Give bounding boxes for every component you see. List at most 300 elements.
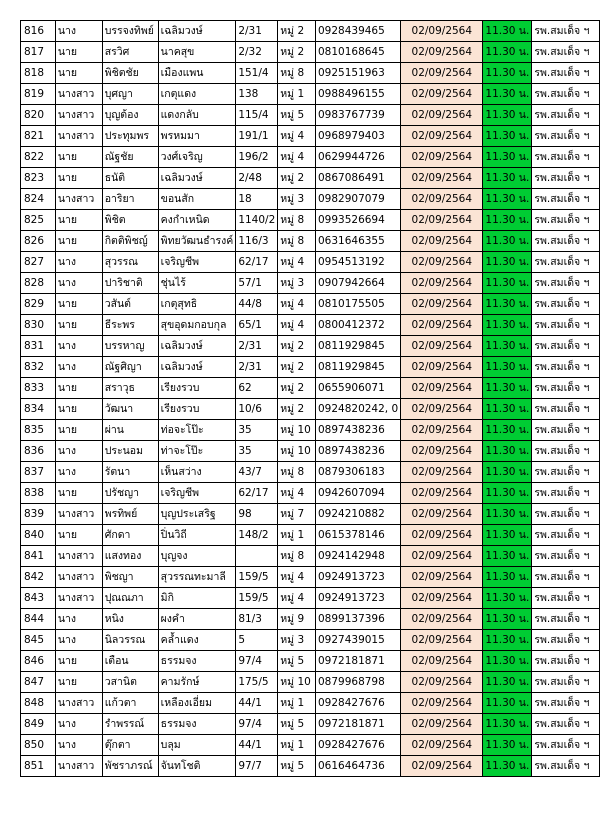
title-cell: นางสาว — [55, 693, 102, 714]
last-name-cell: ขอนสัก — [158, 189, 236, 210]
house-number-cell: 191/1 — [236, 126, 278, 147]
house-number-cell: 44/1 — [236, 735, 278, 756]
village-cell: หมู่ 3 — [278, 630, 316, 651]
row-number: 831 — [21, 336, 56, 357]
hospital-cell: รพ.สมเด็จ ฯ — [532, 315, 600, 336]
hospital-cell: รพ.สมเด็จ ฯ — [532, 147, 600, 168]
village-cell: หมู่ 2 — [278, 21, 316, 42]
first-name-cell: สรวิศ — [102, 42, 158, 63]
hospital-cell: รพ.สมเด็จ ฯ — [532, 84, 600, 105]
last-name-cell: พรหมมา — [158, 126, 236, 147]
time-cell: 11.30 น. — [483, 84, 532, 105]
village-cell: หมู่ 3 — [278, 189, 316, 210]
date-cell: 02/09/2564 — [401, 735, 483, 756]
village-cell: หมู่ 7 — [278, 504, 316, 525]
village-cell: หมู่ 4 — [278, 588, 316, 609]
row-number: 842 — [21, 567, 56, 588]
first-name-cell: รัตนา — [102, 462, 158, 483]
table-row — [21, 21, 600, 42]
title-cell: นาย — [55, 168, 102, 189]
title-cell: นางสาว — [55, 126, 102, 147]
village-cell: หมู่ 4 — [278, 126, 316, 147]
house-number-cell — [236, 546, 278, 567]
time-cell: 11.30 น. — [483, 315, 532, 336]
house-number-cell: 196/2 — [236, 147, 278, 168]
table-row — [21, 168, 600, 189]
date-cell: 02/09/2564 — [401, 315, 483, 336]
row-number: 820 — [21, 105, 56, 126]
date-cell: 02/09/2564 — [401, 42, 483, 63]
title-cell: นาย — [55, 63, 102, 84]
house-number-cell: 62 — [236, 378, 278, 399]
village-cell: หมู่ 5 — [278, 756, 316, 777]
row-number: 829 — [21, 294, 56, 315]
hospital-cell: รพ.สมเด็จ ฯ — [532, 294, 600, 315]
table-row — [21, 525, 600, 546]
table-row — [21, 210, 600, 231]
title-cell: นาย — [55, 210, 102, 231]
table-row — [21, 189, 600, 210]
time-cell: 11.30 น. — [483, 651, 532, 672]
title-cell: นางสาว — [55, 588, 102, 609]
first-name-cell: ตุ๊กตา — [102, 735, 158, 756]
row-number: 845 — [21, 630, 56, 651]
house-number-cell: 97/4 — [236, 714, 278, 735]
phone-cell: 0928427676 — [315, 693, 400, 714]
time-cell: 11.30 น. — [483, 63, 532, 84]
first-name-cell: วสันต์ — [102, 294, 158, 315]
first-name-cell: สุวรรณ — [102, 252, 158, 273]
house-number-cell: 115/4 — [236, 105, 278, 126]
village-cell: หมู่ 4 — [278, 315, 316, 336]
time-cell: 11.30 น. — [483, 378, 532, 399]
house-number-cell: 62/17 — [236, 252, 278, 273]
house-number-cell: 44/1 — [236, 693, 278, 714]
first-name-cell: ผ่าน — [102, 420, 158, 441]
last-name-cell: สุขอุดมกอบกุล — [158, 315, 236, 336]
village-cell: หมู่ 10 — [278, 672, 316, 693]
phone-cell: 0924210882 — [315, 504, 400, 525]
title-cell: นางสาว — [55, 567, 102, 588]
hospital-cell: รพ.สมเด็จ ฯ — [532, 483, 600, 504]
table-row — [21, 672, 600, 693]
last-name-cell: เจริญชีพ — [158, 483, 236, 504]
title-cell: นาย — [55, 483, 102, 504]
first-name-cell: แสงทอง — [102, 546, 158, 567]
last-name-cell: ผงคำ — [158, 609, 236, 630]
phone-cell: 0867086491 — [315, 168, 400, 189]
village-cell: หมู่ 1 — [278, 84, 316, 105]
village-cell: หมู่ 5 — [278, 651, 316, 672]
table-row — [21, 588, 600, 609]
time-cell: 11.30 น. — [483, 189, 532, 210]
house-number-cell: 97/7 — [236, 756, 278, 777]
table-row — [21, 126, 600, 147]
hospital-cell: รพ.สมเด็จ ฯ — [532, 210, 600, 231]
last-name-cell: คามรักษ์ — [158, 672, 236, 693]
last-name-cell: บุญจง — [158, 546, 236, 567]
village-cell: หมู่ 2 — [278, 42, 316, 63]
time-cell: 11.30 น. — [483, 126, 532, 147]
hospital-cell: รพ.สมเด็จ ฯ — [532, 378, 600, 399]
date-cell: 02/09/2564 — [401, 525, 483, 546]
time-cell: 11.30 น. — [483, 336, 532, 357]
phone-cell: 0899137396 — [315, 609, 400, 630]
first-name-cell: วสานิต — [102, 672, 158, 693]
house-number-cell: 2/31 — [236, 357, 278, 378]
village-cell: หมู่ 9 — [278, 609, 316, 630]
house-number-cell: 175/5 — [236, 672, 278, 693]
table-row — [21, 378, 600, 399]
registration-table — [20, 20, 600, 777]
date-cell: 02/09/2564 — [401, 63, 483, 84]
date-cell: 02/09/2564 — [401, 273, 483, 294]
first-name-cell: ปาริชาติ — [102, 273, 158, 294]
title-cell: นาง — [55, 714, 102, 735]
phone-cell: 0907942664 — [315, 273, 400, 294]
hospital-cell: รพ.สมเด็จ ฯ — [532, 567, 600, 588]
time-cell: 11.30 น. — [483, 105, 532, 126]
house-number-cell: 62/17 — [236, 483, 278, 504]
hospital-cell: รพ.สมเด็จ ฯ — [532, 357, 600, 378]
house-number-cell: 65/1 — [236, 315, 278, 336]
table-row — [21, 546, 600, 567]
row-number: 819 — [21, 84, 56, 105]
first-name-cell: สราวุธ — [102, 378, 158, 399]
last-name-cell: วงศ์เจริญ — [158, 147, 236, 168]
village-cell: หมู่ 2 — [278, 399, 316, 420]
time-cell: 11.30 น. — [483, 714, 532, 735]
village-cell: หมู่ 4 — [278, 483, 316, 504]
last-name-cell: บลุม — [158, 735, 236, 756]
house-number-cell: 116/3 — [236, 231, 278, 252]
village-cell: หมู่ 8 — [278, 63, 316, 84]
table-row — [21, 84, 600, 105]
time-cell: 11.30 น. — [483, 504, 532, 525]
title-cell: นาง — [55, 357, 102, 378]
phone-cell: 0982907079 — [315, 189, 400, 210]
table-row — [21, 609, 600, 630]
first-name-cell: อาริยา — [102, 189, 158, 210]
village-cell: หมู่ 4 — [278, 294, 316, 315]
village-cell: หมู่ 1 — [278, 735, 316, 756]
last-name-cell: นาคสุข — [158, 42, 236, 63]
row-number: 834 — [21, 399, 56, 420]
hospital-cell: รพ.สมเด็จ ฯ — [532, 630, 600, 651]
time-cell: 11.30 น. — [483, 252, 532, 273]
last-name-cell: ชุ่นไร้ — [158, 273, 236, 294]
date-cell: 02/09/2564 — [401, 714, 483, 735]
title-cell: นางสาว — [55, 756, 102, 777]
first-name-cell: ศักดา — [102, 525, 158, 546]
date-cell: 02/09/2564 — [401, 21, 483, 42]
hospital-cell: รพ.สมเด็จ ฯ — [532, 252, 600, 273]
date-cell: 02/09/2564 — [401, 336, 483, 357]
phone-cell: 0972181871 — [315, 651, 400, 672]
title-cell: นาง — [55, 336, 102, 357]
phone-cell: 0655906071 — [315, 378, 400, 399]
title-cell: นางสาว — [55, 84, 102, 105]
last-name-cell: เกตุแดง — [158, 84, 236, 105]
time-cell: 11.30 น. — [483, 756, 532, 777]
first-name-cell: ธนัติ — [102, 168, 158, 189]
last-name-cell: เจริญชีพ — [158, 252, 236, 273]
table-row — [21, 483, 600, 504]
last-name-cell: เห็นสว่าง — [158, 462, 236, 483]
house-number-cell: 97/4 — [236, 651, 278, 672]
table-row — [21, 336, 600, 357]
table-row — [21, 693, 600, 714]
title-cell: นาย — [55, 525, 102, 546]
house-number-cell: 18 — [236, 189, 278, 210]
village-cell: หมู่ 1 — [278, 693, 316, 714]
table-row — [21, 231, 600, 252]
time-cell: 11.30 น. — [483, 630, 532, 651]
hospital-cell: รพ.สมเด็จ ฯ — [532, 273, 600, 294]
hospital-cell: รพ.สมเด็จ ฯ — [532, 336, 600, 357]
row-number: 843 — [21, 588, 56, 609]
first-name-cell: ปรัชญา — [102, 483, 158, 504]
first-name-cell: บุศญา — [102, 84, 158, 105]
hospital-cell: รพ.สมเด็จ ฯ — [532, 609, 600, 630]
title-cell: นาย — [55, 294, 102, 315]
title-cell: นาง — [55, 21, 102, 42]
last-name-cell: มิกิ — [158, 588, 236, 609]
title-cell: นาย — [55, 672, 102, 693]
first-name-cell: ธีระพร — [102, 315, 158, 336]
row-number: 818 — [21, 63, 56, 84]
date-cell: 02/09/2564 — [401, 483, 483, 504]
title-cell: นางสาว — [55, 189, 102, 210]
hospital-cell: รพ.สมเด็จ ฯ — [532, 735, 600, 756]
date-cell: 02/09/2564 — [401, 357, 483, 378]
time-cell: 11.30 น. — [483, 546, 532, 567]
row-number: 847 — [21, 672, 56, 693]
hospital-cell: รพ.สมเด็จ ฯ — [532, 63, 600, 84]
village-cell: หมู่ 8 — [278, 546, 316, 567]
table-row — [21, 630, 600, 651]
village-cell: หมู่ 4 — [278, 252, 316, 273]
phone-cell: 0800412372 — [315, 315, 400, 336]
row-number: 851 — [21, 756, 56, 777]
last-name-cell: ธรรมจง — [158, 714, 236, 735]
table-row — [21, 420, 600, 441]
time-cell: 11.30 น. — [483, 441, 532, 462]
last-name-cell: เรียงรวบ — [158, 378, 236, 399]
row-number: 835 — [21, 420, 56, 441]
phone-cell: 0928439465 — [315, 21, 400, 42]
first-name-cell: บุญต้อง — [102, 105, 158, 126]
last-name-cell: พิทยวัฒนธำรงค์ — [158, 231, 236, 252]
time-cell: 11.30 น. — [483, 273, 532, 294]
first-name-cell: บรรหาญ — [102, 336, 158, 357]
date-cell: 02/09/2564 — [401, 105, 483, 126]
row-number: 839 — [21, 504, 56, 525]
date-cell: 02/09/2564 — [401, 189, 483, 210]
table-row — [21, 357, 600, 378]
last-name-cell: เฉลิมวงษ์ — [158, 357, 236, 378]
table-row — [21, 105, 600, 126]
phone-cell: 0810168645 — [315, 42, 400, 63]
table-row — [21, 63, 600, 84]
table-row — [21, 273, 600, 294]
phone-cell: 0983767739 — [315, 105, 400, 126]
title-cell: นาย — [55, 315, 102, 336]
first-name-cell: ปุณณภา — [102, 588, 158, 609]
phone-cell: 0925151963 — [315, 63, 400, 84]
title-cell: นาย — [55, 399, 102, 420]
hospital-cell: รพ.สมเด็จ ฯ — [532, 168, 600, 189]
phone-cell: 0924913723 — [315, 567, 400, 588]
first-name-cell: พิชิตชัย — [102, 63, 158, 84]
village-cell: หมู่ 8 — [278, 210, 316, 231]
phone-cell: 0879968798 — [315, 672, 400, 693]
title-cell: นาย — [55, 651, 102, 672]
hospital-cell: รพ.สมเด็จ ฯ — [532, 231, 600, 252]
title-cell: นาย — [55, 231, 102, 252]
last-name-cell: เกตุสุทธิ — [158, 294, 236, 315]
row-number: 823 — [21, 168, 56, 189]
row-number: 833 — [21, 378, 56, 399]
row-number: 817 — [21, 42, 56, 63]
phone-cell: 0811929845 — [315, 336, 400, 357]
time-cell: 11.30 น. — [483, 357, 532, 378]
title-cell: นาย — [55, 420, 102, 441]
table-row — [21, 462, 600, 483]
house-number-cell: 148/2 — [236, 525, 278, 546]
first-name-cell: รำพรรณ์ — [102, 714, 158, 735]
date-cell: 02/09/2564 — [401, 378, 483, 399]
house-number-cell: 35 — [236, 441, 278, 462]
hospital-cell: รพ.สมเด็จ ฯ — [532, 504, 600, 525]
last-name-cell: บุญประเสริฐ — [158, 504, 236, 525]
last-name-cell: คงกำเหนิด — [158, 210, 236, 231]
table-row — [21, 294, 600, 315]
house-number-cell: 138 — [236, 84, 278, 105]
house-number-cell: 1140/2 — [236, 210, 278, 231]
title-cell: นาง — [55, 441, 102, 462]
village-cell: หมู่ 2 — [278, 336, 316, 357]
row-number: 850 — [21, 735, 56, 756]
phone-cell: 0616464736 — [315, 756, 400, 777]
house-number-cell: 2/31 — [236, 21, 278, 42]
table-row — [21, 504, 600, 525]
house-number-cell: 5 — [236, 630, 278, 651]
row-number: 827 — [21, 252, 56, 273]
date-cell: 02/09/2564 — [401, 126, 483, 147]
first-name-cell: พัชราภรณ์ — [102, 756, 158, 777]
phone-cell: 0924820242, 0 — [315, 399, 400, 420]
village-cell: หมู่ 10 — [278, 420, 316, 441]
row-number: 825 — [21, 210, 56, 231]
date-cell: 02/09/2564 — [401, 504, 483, 525]
house-number-cell: 2/32 — [236, 42, 278, 63]
house-number-cell: 151/4 — [236, 63, 278, 84]
table-row — [21, 714, 600, 735]
row-number: 830 — [21, 315, 56, 336]
time-cell: 11.30 น. — [483, 462, 532, 483]
hospital-cell: รพ.สมเด็จ ฯ — [532, 399, 600, 420]
house-number-cell: 35 — [236, 420, 278, 441]
last-name-cell: เฉลิมวงษ์ — [158, 336, 236, 357]
date-cell: 02/09/2564 — [401, 399, 483, 420]
date-cell: 02/09/2564 — [401, 147, 483, 168]
table-row — [21, 252, 600, 273]
title-cell: นาย — [55, 42, 102, 63]
table-row — [21, 399, 600, 420]
phone-cell: 0993526694 — [315, 210, 400, 231]
phone-cell: 0928427676 — [315, 735, 400, 756]
date-cell: 02/09/2564 — [401, 693, 483, 714]
date-cell: 02/09/2564 — [401, 588, 483, 609]
date-cell: 02/09/2564 — [401, 231, 483, 252]
date-cell: 02/09/2564 — [401, 420, 483, 441]
table-row — [21, 441, 600, 462]
hospital-cell: รพ.สมเด็จ ฯ — [532, 441, 600, 462]
date-cell: 02/09/2564 — [401, 651, 483, 672]
time-cell: 11.30 น. — [483, 420, 532, 441]
hospital-cell: รพ.สมเด็จ ฯ — [532, 126, 600, 147]
hospital-cell: รพ.สมเด็จ ฯ — [532, 756, 600, 777]
phone-cell: 0924913723 — [315, 588, 400, 609]
date-cell: 02/09/2564 — [401, 252, 483, 273]
row-number: 836 — [21, 441, 56, 462]
time-cell: 11.30 น. — [483, 672, 532, 693]
phone-cell: 0879306183 — [315, 462, 400, 483]
village-cell: หมู่ 2 — [278, 168, 316, 189]
first-name-cell: วัฒนา — [102, 399, 158, 420]
hospital-cell: รพ.สมเด็จ ฯ — [532, 672, 600, 693]
last-name-cell: แดงกลับ — [158, 105, 236, 126]
time-cell: 11.30 น. — [483, 693, 532, 714]
hospital-cell: รพ.สมเด็จ ฯ — [532, 546, 600, 567]
house-number-cell: 43/7 — [236, 462, 278, 483]
first-name-cell: ประนอม — [102, 441, 158, 462]
title-cell: นาง — [55, 462, 102, 483]
time-cell: 11.30 น. — [483, 483, 532, 504]
row-number: 841 — [21, 546, 56, 567]
house-number-cell: 44/8 — [236, 294, 278, 315]
time-cell: 11.30 น. — [483, 294, 532, 315]
house-number-cell: 159/5 — [236, 588, 278, 609]
village-cell: หมู่ 10 — [278, 441, 316, 462]
title-cell: นาง — [55, 252, 102, 273]
phone-cell: 0924142948 — [315, 546, 400, 567]
hospital-cell: รพ.สมเด็จ ฯ — [532, 525, 600, 546]
village-cell: หมู่ 4 — [278, 567, 316, 588]
hospital-cell: รพ.สมเด็จ ฯ — [532, 588, 600, 609]
row-number: 846 — [21, 651, 56, 672]
last-name-cell: ธรรมจง — [158, 651, 236, 672]
phone-cell: 0810175505 — [315, 294, 400, 315]
phone-cell: 0811929845 — [315, 357, 400, 378]
phone-cell: 0897438236 — [315, 441, 400, 462]
phone-cell: 0972181871 — [315, 714, 400, 735]
date-cell: 02/09/2564 — [401, 756, 483, 777]
date-cell: 02/09/2564 — [401, 441, 483, 462]
time-cell: 11.30 น. — [483, 210, 532, 231]
time-cell: 11.30 น. — [483, 567, 532, 588]
last-name-cell: เมืองแพน — [158, 63, 236, 84]
first-name-cell: หนิง — [102, 609, 158, 630]
row-number: 832 — [21, 357, 56, 378]
last-name-cell: เรียงรวบ — [158, 399, 236, 420]
table-body — [21, 21, 600, 777]
first-name-cell: ประทุมพร — [102, 126, 158, 147]
first-name-cell: กิตติพิชญ์ — [102, 231, 158, 252]
phone-cell: 0968979403 — [315, 126, 400, 147]
first-name-cell: แก้วตา — [102, 693, 158, 714]
